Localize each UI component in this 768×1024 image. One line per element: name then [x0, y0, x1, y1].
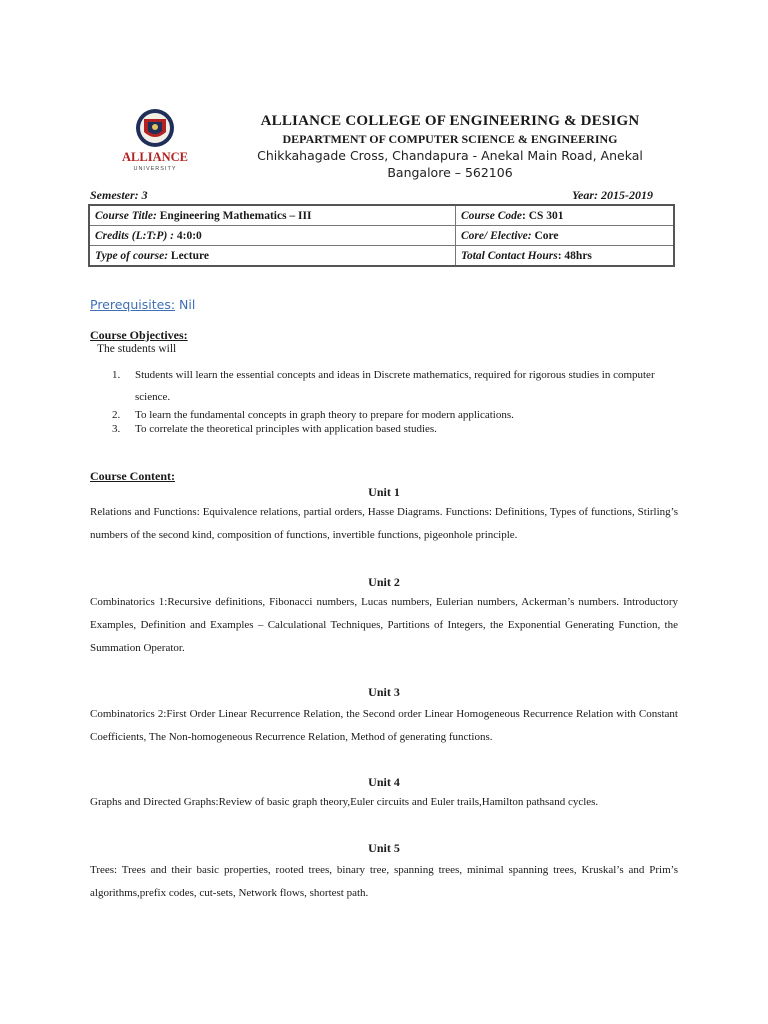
table-row	[89, 205, 674, 226]
address-line-1: Chikkahagade Cross, Chandapura - Anekal Main Road, Anekal	[257, 148, 643, 163]
course-code-cell: Course Code: CS 301	[456, 205, 675, 226]
objectives-list	[90, 364, 678, 436]
prerequisites-label: Prerequisites:	[90, 297, 176, 312]
semester: Semester: 3	[90, 188, 148, 202]
table-row	[89, 246, 674, 267]
unit-1-title: Unit 1	[368, 485, 400, 499]
institution-header	[200, 113, 700, 181]
crest-icon	[118, 106, 192, 176]
core-elective-cell: Core/ Elective: Core	[456, 226, 675, 246]
unit-2-title: Unit 2	[368, 575, 400, 589]
list-item: 2. To learn the fundamental concepts in graph theory to prepare for modern applications.	[112, 409, 514, 421]
svg-text:UNIVERSITY: UNIVERSITY	[133, 166, 177, 172]
objectives-intro: The students will	[97, 343, 177, 355]
list-item: 3. To correlate the theoretical principles with application based studies.	[112, 423, 437, 435]
unit-3-title: Unit 3	[368, 685, 400, 699]
university-logo	[118, 106, 192, 176]
unit-5-title: Unit 5	[368, 841, 400, 855]
address-line-2: Bangalore – 562106	[387, 165, 513, 180]
college-name: ALLIANCE COLLEGE OF ENGINEERING & DESIGN	[260, 113, 640, 129]
unit-1-text: Relations and Functions: Equivalence relations, partial orders, Hasse Diagrams. Functions: Definitions, Types of functions, Stirling’s numbers of the second kind, composition of functions, invertible functions, pigeonhole principle.	[90, 506, 678, 541]
unit-4-text: Graphs and Directed Graphs:Review of basic graph theory,Euler circuits and Euler trails,Hamilton pathsand cycles.	[90, 796, 599, 808]
prerequisites-value: Nil	[179, 297, 196, 312]
table-row	[89, 226, 674, 246]
unit-2-text: Combinatorics 1:Recursive definitions, Fibonacci numbers, Lucas numbers, Eulerian numbers, Ackerman’s numbers. Introductory Examples, Definition and Examples – Calculational Techniques, Partitions of Integers, the Exponential Generating Function, the Summation Operator.	[90, 596, 678, 654]
unit-3-text: Combinatorics 2:First Order Linear Recurrence Relation, the Second order Linear Homogeneous Recurrence Relation with Constant Coefficients, The Non-homogeneous Recurrence Relation, Method of generating functions.	[90, 708, 678, 743]
department-name: DEPARTMENT OF COMPUTER SCIENCE & ENGINEERING	[282, 132, 618, 146]
year: Year: 2015-2019	[572, 188, 653, 202]
contact-hours-cell: Total Contact Hours: 48hrs	[456, 246, 675, 267]
prerequisites	[90, 297, 195, 312]
svg-text:ALLIANCE: ALLIANCE	[122, 150, 188, 164]
course-info-table	[88, 204, 675, 267]
unit-5-text: Trees: Trees and their basic properties, rooted trees, binary tree, spanning trees, minimal spanning trees, Kruskal’s and Prim’s algorithms,prefix codes, cut-sets, Network flows, shortest path.	[90, 864, 678, 899]
objectives-heading: Course Objectives:	[90, 328, 188, 342]
credits-cell: Credits (L:T:P) : 4:0:0	[89, 226, 456, 246]
content-heading: Course Content:	[90, 469, 175, 483]
unit-4-title: Unit 4	[368, 775, 400, 789]
course-title-cell: Course Title: Engineering Mathematics – III	[89, 205, 456, 226]
list-item: 1. Students will learn the essential concepts and ideas in Discrete mathematics, required for rigorous studies in computer science.	[112, 369, 655, 403]
course-type-cell: Type of course: Lecture	[89, 246, 456, 267]
